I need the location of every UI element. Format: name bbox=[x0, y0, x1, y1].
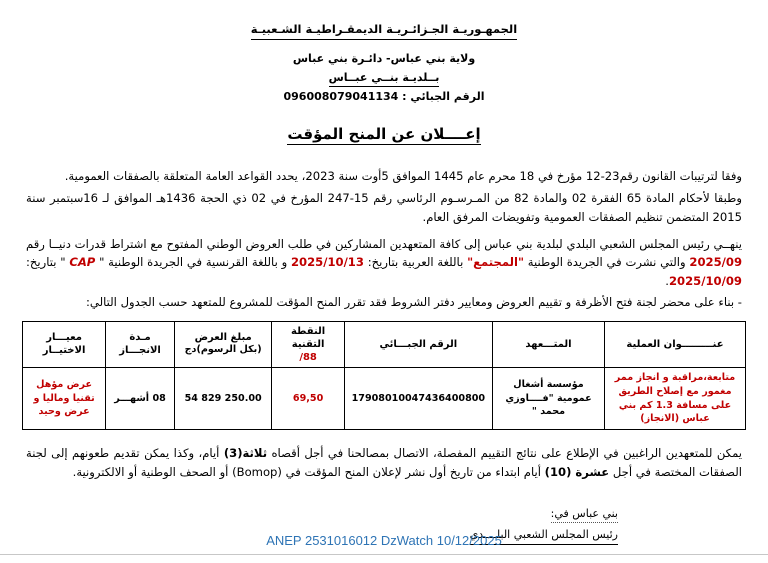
paragraph-announcement bbox=[26, 235, 742, 291]
cell-amount: 54 829 250.00 bbox=[174, 367, 272, 430]
th-duration-label: مـدة الانجـــاز bbox=[119, 332, 161, 357]
announcement-text-4: و باللغة القرنسية في الجريدة الوطنية " bbox=[95, 255, 291, 270]
th-bidder bbox=[492, 321, 604, 367]
announcement-text-2: والتي نشرت في الجريدة الوطنية bbox=[524, 255, 690, 270]
cell-technical-score: 69,50 bbox=[272, 367, 344, 430]
publication-date-french: 2025/10/09 bbox=[668, 274, 742, 289]
tender-number: 2025/09 bbox=[689, 255, 743, 270]
document-header bbox=[0, 18, 768, 104]
appeal-text-1: يمكن للمتعهدين الراغبين في الإطلاع على نتائج التقييم المفصلة، الاتصال بمصالحنا في أجل أقصاه bbox=[267, 446, 742, 461]
footer-divider bbox=[0, 554, 768, 555]
th-amount-label: مبلغ العرض bbox=[194, 332, 252, 344]
document-footer bbox=[0, 530, 768, 555]
anep-reference: ANEP 2531016012 DzWatch 10/12/2025 bbox=[266, 533, 502, 548]
signature-place-wrap bbox=[0, 502, 618, 524]
th-operation-label: عنـــــــــوان العملية bbox=[626, 338, 724, 350]
page-title: إعــــلان عن المنح المؤقت bbox=[287, 125, 481, 144]
appeal-days-three: ثلاثة(3) bbox=[223, 446, 268, 461]
commune-line: بــلديـة بنــي عبــاس bbox=[329, 70, 440, 86]
th-score-label: النقطة التقنية bbox=[290, 325, 326, 350]
signature-title: رئيس المجلس الشعبي البلــــدي bbox=[470, 527, 618, 545]
paragraph-law-reference: وفقا لترتيبات القانون رقم23-12 مؤرخ في 18 محرم عام 1445 الموافق 5أوت سنة 2023، يحدد القواعد العامة المتعلقة بالصفقات العمومية. bbox=[64, 169, 742, 184]
th-criteria bbox=[23, 321, 106, 367]
appeal-text-2: أيام، وكذا يمكن تقديم طعونهم إلى لجنة الصفقات المختصة في أجل bbox=[26, 446, 742, 480]
award-table-wrap bbox=[22, 321, 746, 431]
table-header-row bbox=[23, 321, 746, 367]
th-amount-sublabel: (بكل الرسوم)دج bbox=[184, 344, 262, 356]
page-title-wrap bbox=[0, 124, 768, 145]
cell-nif: 17908010047436400800 bbox=[344, 367, 492, 430]
th-operation bbox=[605, 321, 746, 367]
closing-section bbox=[26, 444, 742, 482]
cell-operation: متابعة،مراقبة و انجاز ممر مغمور مع إصلاح الطريق على مسافة 1.3 كم بني عباس (الانجاز) bbox=[605, 367, 746, 430]
th-technical-score bbox=[272, 321, 344, 367]
header-republic-line bbox=[0, 18, 768, 40]
wilaya-line: ولاية بني عباس- دائـرة بني عباس bbox=[292, 51, 476, 65]
cell-bidder: مؤسسة أشغال عمومية "فــــاوزي محمد " bbox=[492, 367, 604, 430]
newspaper-name-french: CAP bbox=[69, 255, 96, 270]
th-bidder-label: المتـــعهد bbox=[525, 338, 572, 350]
cell-criteria: عرض مؤهل تقنيا وماليا و عرض وحيد bbox=[23, 367, 106, 430]
commune-line-wrap bbox=[0, 66, 768, 86]
th-nif bbox=[344, 321, 492, 367]
publication-date-arabic: 2025/10/13 bbox=[290, 255, 364, 270]
appeal-days-ten: عشرة (10) bbox=[544, 465, 610, 480]
award-table bbox=[22, 321, 746, 431]
appeal-text-3: أيام ابتداء من تاريخ أول نشر لإعلان المنح المؤقت في (Bomop) أو الصحف الوطنية أو الالكترونية. bbox=[72, 465, 545, 480]
document-page bbox=[0, 18, 768, 563]
th-amount bbox=[174, 321, 272, 367]
th-score-max: 88/ bbox=[299, 351, 317, 363]
announcement-text-6: . bbox=[665, 274, 669, 289]
paragraph-appeal-notice bbox=[26, 444, 742, 482]
th-criteria-label: معيـــار الاختيــار bbox=[42, 332, 86, 357]
th-nif-label: الرقم الجبـــائي bbox=[379, 338, 458, 350]
table-row bbox=[23, 367, 746, 430]
th-duration bbox=[106, 321, 175, 367]
newspaper-name-arabic: "المجتمع" bbox=[467, 255, 525, 270]
announcement-text-1: ينهــي رئيس المجلس الشعبي البلدي لبلدية بني عباس إلى كافة المتعهدين المشاركين في طلب العروض الوطني المفتوح مع اشتراط قدرات دنيــا رقم bbox=[26, 236, 742, 251]
cell-duration: 08 أشهـــر bbox=[106, 367, 175, 430]
paragraph-decree-reference: وطبقا لأحكام المادة 65 الفقرة 02 والمادة 82 من المـرسـوم الرئاسي رقم 15-247 المؤرخ في 02 ذي الحجة 1436هـ الموافق لـ 16سبتمبر سنة 2015 المتضمن تنظيم الصفقات العمومية وتفويضات المرفق العام. bbox=[26, 191, 742, 224]
paragraph-commission-minutes: - بناء على محضر لجنة فتح الأظرفة و تقييم العروض ومعايير دفتر الشروط فقد تقرر المنح المؤقت للمشروع للمتعهد حسب الجدول التالي: bbox=[86, 294, 742, 309]
announcement-text-5: " بتاريخ: bbox=[26, 255, 70, 270]
republic-title: الجمهـوريـة الجـزائـريـة الديمقـراطيـة الشـعبيـة bbox=[251, 22, 517, 40]
signature-place-date: بني عباس في: bbox=[551, 506, 618, 524]
fiscal-number: الرقم الجبائي : 096008079041134 bbox=[283, 89, 485, 103]
announcement-text-3: باللغة العربية بتاريخ: bbox=[363, 255, 468, 270]
document-body bbox=[26, 167, 742, 311]
